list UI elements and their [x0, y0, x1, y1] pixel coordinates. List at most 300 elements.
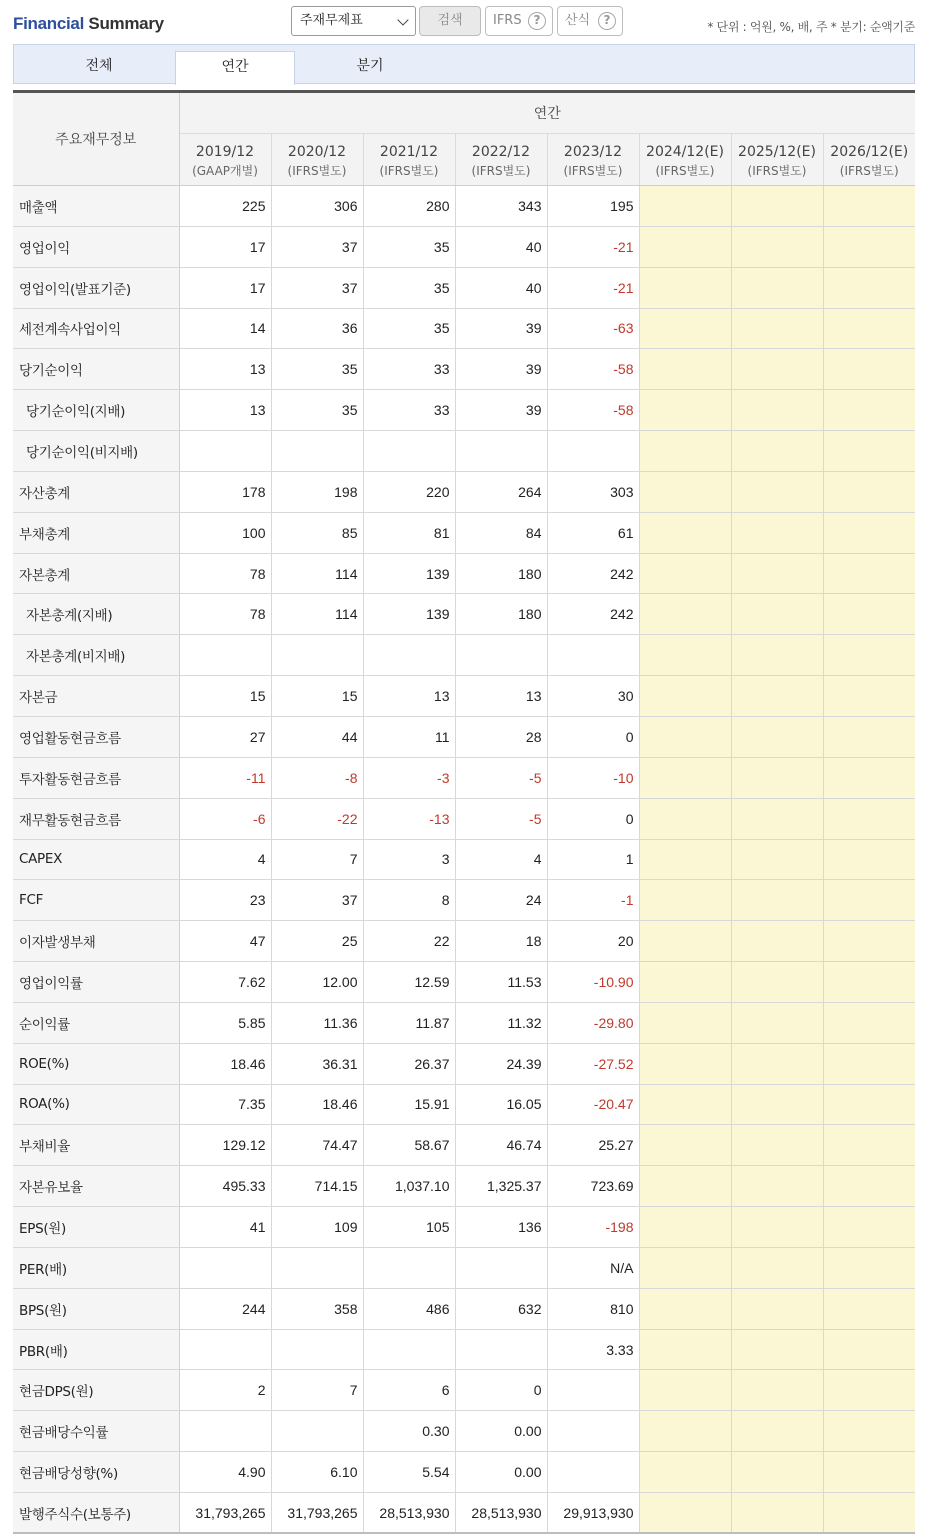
table-row [13, 676, 915, 717]
table-cell: 30 [547, 676, 639, 717]
table-cell [639, 431, 731, 472]
table-cell: 35 [271, 349, 363, 390]
table-cell: 23 [179, 880, 271, 921]
row-label[interactable]: 영업이익률 [13, 962, 179, 1003]
table-cell: 5.85 [179, 1002, 271, 1043]
table-row [13, 1125, 915, 1166]
table-cell: 242 [547, 553, 639, 594]
row-label[interactable]: 이자발생부채 [13, 921, 179, 962]
header [13, 0, 915, 44]
table-cell [639, 1207, 731, 1248]
table-cell [179, 431, 271, 472]
table-cell [639, 716, 731, 757]
table-cell [547, 1411, 639, 1452]
table-cell [639, 880, 731, 921]
table-cell: 13 [363, 676, 455, 717]
table-row [13, 962, 915, 1003]
row-label[interactable]: FCF [13, 880, 179, 921]
table-cell: -13 [363, 798, 455, 839]
table-cell: 0.00 [455, 1411, 547, 1452]
table-cell [639, 921, 731, 962]
table-row [13, 349, 915, 390]
table-cell: 18 [455, 921, 547, 962]
table-cell: 723.69 [547, 1166, 639, 1207]
table-cell [639, 798, 731, 839]
table-cell [271, 635, 363, 676]
table-cell [731, 1452, 823, 1493]
table-cell [639, 1452, 731, 1493]
row-label[interactable]: PBR(배) [13, 1329, 179, 1370]
table-cell: 3 [363, 839, 455, 880]
table-cell: 35 [363, 308, 455, 349]
table-cell: 35 [363, 226, 455, 267]
row-label[interactable]: 현금배당수익률 [13, 1411, 179, 1452]
table-cell [823, 1125, 915, 1166]
table-cell: -20.47 [547, 1084, 639, 1125]
table-cell [731, 1247, 823, 1288]
table-cell [547, 1452, 639, 1493]
table-cell [639, 962, 731, 1003]
row-label[interactable]: ROA(%) [13, 1084, 179, 1125]
table-cell: 264 [455, 471, 547, 512]
table-cell: 303 [547, 471, 639, 512]
table-cell: -5 [455, 757, 547, 798]
formula-help-button[interactable] [557, 6, 623, 36]
table-cell [823, 1084, 915, 1125]
table-cell: 37 [271, 267, 363, 308]
table-cell [823, 676, 915, 717]
table-cell: -6 [179, 798, 271, 839]
table-cell: 47 [179, 921, 271, 962]
table-cell [823, 962, 915, 1003]
table-cell: -27.52 [547, 1043, 639, 1084]
question-icon: ? [598, 12, 616, 30]
table-cell [731, 390, 823, 431]
table-cell: 18.46 [271, 1084, 363, 1125]
table-cell: 1 [547, 839, 639, 880]
row-label[interactable]: 투자활동현금흐름 [13, 757, 179, 798]
table-row [13, 757, 915, 798]
table-cell: 7.62 [179, 962, 271, 1003]
table-cell [639, 1329, 731, 1370]
table-cell [639, 1370, 731, 1411]
table-cell [639, 1247, 731, 1288]
table-cell [639, 267, 731, 308]
formula-label: 산식 [565, 13, 591, 28]
row-label[interactable]: 자산총계 [13, 471, 179, 512]
table-cell: 29,913,930 [547, 1493, 639, 1534]
column-basis: (IFRS별도) [655, 163, 715, 178]
row-label[interactable]: 자본금 [13, 676, 179, 717]
ifrs-label: IFRS [493, 13, 522, 28]
table-cell: -3 [363, 757, 455, 798]
table-row [13, 1452, 915, 1493]
column-year: 2019/12 [195, 143, 255, 160]
table-cell [823, 1288, 915, 1329]
tab-annual[interactable]: 연간 [175, 51, 295, 85]
table-cell [271, 1329, 363, 1370]
column-header-year [271, 134, 363, 186]
table-cell [823, 1002, 915, 1043]
table-cell [823, 390, 915, 431]
table-cell: 78 [179, 553, 271, 594]
table-row [13, 1166, 915, 1207]
table-cell [731, 716, 823, 757]
table-cell: 136 [455, 1207, 547, 1248]
table-cell [823, 1247, 915, 1288]
table-cell [639, 308, 731, 349]
row-label[interactable]: ROE(%) [13, 1043, 179, 1084]
table-cell [639, 1288, 731, 1329]
table-cell: 109 [271, 1207, 363, 1248]
table-cell: 244 [179, 1288, 271, 1329]
table-cell: 6 [363, 1370, 455, 1411]
table-cell: -11 [179, 757, 271, 798]
table-cell: 26.37 [363, 1043, 455, 1084]
table-cell [731, 1166, 823, 1207]
table-row [13, 553, 915, 594]
table-cell [731, 186, 823, 227]
table-cell: 13 [455, 676, 547, 717]
row-label[interactable]: 부채총계 [13, 512, 179, 553]
table-cell: 178 [179, 471, 271, 512]
period-tabs [13, 44, 915, 84]
table-cell: 44 [271, 716, 363, 757]
table-cell: 14 [179, 308, 271, 349]
row-label[interactable]: 영업활동현금흐름 [13, 716, 179, 757]
table-cell: 28,513,930 [363, 1493, 455, 1534]
table-cell: 220 [363, 471, 455, 512]
row-label[interactable]: 자본유보율 [13, 1166, 179, 1207]
table-cell: 36 [271, 308, 363, 349]
table-row [13, 798, 915, 839]
row-label[interactable]: 재무활동현금흐름 [13, 798, 179, 839]
table-cell: 78 [179, 594, 271, 635]
table-cell: 0 [455, 1370, 547, 1411]
search-button[interactable]: 검색 [419, 6, 481, 36]
table-row [13, 186, 915, 227]
table-cell [823, 349, 915, 390]
table-cell: -63 [547, 308, 639, 349]
table-row [13, 1493, 915, 1534]
table-cell [731, 1207, 823, 1248]
table-cell: 4.90 [179, 1452, 271, 1493]
table-cell [823, 308, 915, 349]
table-row [13, 471, 915, 512]
table-cell: 5.54 [363, 1452, 455, 1493]
column-year: 2023/12 [563, 143, 623, 160]
row-label[interactable]: 순이익률 [13, 1002, 179, 1043]
column-year: 2026/12(E) [830, 143, 909, 160]
table-cell: 12.00 [271, 962, 363, 1003]
table-cell: 27 [179, 716, 271, 757]
table-cell: -1 [547, 880, 639, 921]
table-cell [731, 308, 823, 349]
table-cell: 7 [271, 839, 363, 880]
statement-type-select[interactable] [291, 6, 416, 36]
table-cell: 4 [179, 839, 271, 880]
table-row [13, 1329, 915, 1370]
table-cell [639, 594, 731, 635]
row-label[interactable]: BPS(원) [13, 1288, 179, 1329]
financial-summary-table [13, 90, 915, 1534]
table-cell [823, 1493, 915, 1534]
table-cell: 18.46 [179, 1043, 271, 1084]
table-cell: 180 [455, 594, 547, 635]
table-cell [731, 1043, 823, 1084]
table-cell [823, 880, 915, 921]
table-cell [639, 635, 731, 676]
table-cell [639, 757, 731, 798]
column-basis: (IFRS별도) [747, 163, 807, 178]
row-label[interactable]: 세전계속사업이익 [13, 308, 179, 349]
table-cell [731, 757, 823, 798]
table-cell: 13 [179, 390, 271, 431]
table-cell [731, 594, 823, 635]
table-row [13, 1207, 915, 1248]
table-cell [823, 1043, 915, 1084]
table-cell: -10.90 [547, 962, 639, 1003]
column-year: 2022/12 [471, 143, 531, 160]
table-cell: 11 [363, 716, 455, 757]
table-cell: 11.53 [455, 962, 547, 1003]
table-cell [823, 1207, 915, 1248]
row-label[interactable]: 당기순이익(지배) [13, 390, 179, 431]
table-cell [547, 431, 639, 472]
table-cell: 114 [271, 553, 363, 594]
table-cell: 35 [271, 390, 363, 431]
table-cell [823, 471, 915, 512]
table-row [13, 512, 915, 553]
table-row [13, 431, 915, 472]
table-cell: 31,793,265 [271, 1493, 363, 1534]
table-cell: 114 [271, 594, 363, 635]
row-label[interactable]: 발행주식수(보통주) [13, 1493, 179, 1534]
row-label[interactable]: 자본총계(비지배) [13, 635, 179, 676]
table-cell: 33 [363, 349, 455, 390]
table-cell: 24.39 [455, 1043, 547, 1084]
table-cell [179, 1329, 271, 1370]
table-cell: 33 [363, 390, 455, 431]
table-cell: 36.31 [271, 1043, 363, 1084]
question-icon: ? [528, 12, 546, 30]
row-label[interactable]: 현금배당성향(%) [13, 1452, 179, 1493]
table-cell: 8 [363, 880, 455, 921]
row-label[interactable]: 영업이익 [13, 226, 179, 267]
table-cell [639, 1125, 731, 1166]
table-row [13, 921, 915, 962]
table-cell [639, 1411, 731, 1452]
table-cell [823, 1370, 915, 1411]
table-cell [823, 635, 915, 676]
table-cell [639, 1084, 731, 1125]
table-cell: 39 [455, 390, 547, 431]
table-row [13, 1084, 915, 1125]
table-cell [731, 1329, 823, 1370]
table-cell [271, 1411, 363, 1452]
table-cell [731, 921, 823, 962]
table-cell: -8 [271, 757, 363, 798]
table-cell [639, 676, 731, 717]
row-label[interactable]: CAPEX [13, 839, 179, 880]
table-cell: 358 [271, 1288, 363, 1329]
table-cell: -58 [547, 390, 639, 431]
table-cell [731, 471, 823, 512]
table-cell: 3.33 [547, 1329, 639, 1370]
row-label[interactable]: 영업이익(발표기준) [13, 267, 179, 308]
table-cell [547, 1370, 639, 1411]
unit-note: * 단위 : 억원, %, 배, 주 * 분기: 순액기준 [707, 20, 915, 34]
table-cell: 0 [547, 798, 639, 839]
table-cell [823, 1329, 915, 1370]
row-label[interactable]: 자본총계(지배) [13, 594, 179, 635]
table-cell: 11.87 [363, 1002, 455, 1043]
tab-quarter[interactable]: 분기 [356, 58, 384, 74]
table-cell [639, 349, 731, 390]
table-cell [731, 676, 823, 717]
table-cell: 15 [271, 676, 363, 717]
title-financial: Financial [13, 14, 84, 33]
table-cell: 41 [179, 1207, 271, 1248]
tab-all[interactable]: 전체 [85, 58, 113, 74]
table-cell: 280 [363, 186, 455, 227]
table-row [13, 1411, 915, 1452]
table-cell: 0.30 [363, 1411, 455, 1452]
title-summary: Summary [84, 14, 164, 33]
table-cell [731, 1370, 823, 1411]
table-cell [179, 1411, 271, 1452]
table-cell [823, 839, 915, 880]
table-cell [455, 1247, 547, 1288]
table-cell: 129.12 [179, 1125, 271, 1166]
table-cell [639, 471, 731, 512]
table-cell: 35 [363, 267, 455, 308]
row-label[interactable]: 부채비율 [13, 1125, 179, 1166]
table-cell: -58 [547, 349, 639, 390]
table-cell [455, 1329, 547, 1370]
table-cell: 46.74 [455, 1125, 547, 1166]
table-row [13, 880, 915, 921]
table-cell: -198 [547, 1207, 639, 1248]
table-cell: 74.47 [271, 1125, 363, 1166]
select-value: 주재무제표 [300, 13, 363, 28]
row-label[interactable]: EPS(원) [13, 1207, 179, 1248]
table-cell [823, 798, 915, 839]
table-cell: 495.33 [179, 1166, 271, 1207]
table-cell: 100 [179, 512, 271, 553]
column-basis: (IFRS별도) [839, 163, 899, 178]
column-basis: (IFRS별도) [379, 163, 439, 178]
row-label[interactable]: 현금DPS(원) [13, 1370, 179, 1411]
table-cell: 39 [455, 308, 547, 349]
table-cell: 11.36 [271, 1002, 363, 1043]
table-row [13, 594, 915, 635]
table-cell: 61 [547, 512, 639, 553]
table-cell [639, 1002, 731, 1043]
table-cell [823, 512, 915, 553]
table-cell: 28,513,930 [455, 1493, 547, 1534]
table-cell [731, 1411, 823, 1452]
table-cell [639, 186, 731, 227]
ifrs-help-button[interactable] [485, 6, 553, 36]
row-label[interactable]: 매출액 [13, 186, 179, 227]
column-year: 2020/12 [287, 143, 347, 160]
table-cell [731, 635, 823, 676]
table-cell [731, 431, 823, 472]
table-cell: 13 [179, 349, 271, 390]
table-cell [363, 431, 455, 472]
table-row [13, 1247, 915, 1288]
table-cell: 139 [363, 594, 455, 635]
table-cell: -29.80 [547, 1002, 639, 1043]
table-cell: 195 [547, 186, 639, 227]
table-row [13, 635, 915, 676]
chevron-down-icon [397, 14, 408, 25]
table-cell [639, 390, 731, 431]
table-cell: N/A [547, 1247, 639, 1288]
group-header-annual: 연간 [179, 92, 915, 134]
table-cell [363, 635, 455, 676]
row-label[interactable]: 당기순이익 [13, 349, 179, 390]
table-row [13, 839, 915, 880]
table-cell [731, 962, 823, 1003]
table-cell [639, 839, 731, 880]
table-cell [823, 431, 915, 472]
table-cell: 343 [455, 186, 547, 227]
column-basis: (IFRS별도) [471, 163, 531, 178]
table-cell: 7 [271, 1370, 363, 1411]
table-cell: 714.15 [271, 1166, 363, 1207]
table-cell: 180 [455, 553, 547, 594]
table-cell [363, 1329, 455, 1370]
row-header: 주요재무정보 [13, 92, 179, 186]
table-cell [731, 1002, 823, 1043]
table-cell: 242 [547, 594, 639, 635]
table-cell: 4 [455, 839, 547, 880]
row-label[interactable]: 당기순이익(비지배) [13, 431, 179, 472]
table-cell: 40 [455, 226, 547, 267]
row-label[interactable]: 자본총계 [13, 553, 179, 594]
table-cell: 31,793,265 [179, 1493, 271, 1534]
table-cell: 15.91 [363, 1084, 455, 1125]
column-basis: (IFRS별도) [563, 163, 623, 178]
table-cell [639, 512, 731, 553]
table-cell: 632 [455, 1288, 547, 1329]
table-row [13, 1043, 915, 1084]
table-cell: 24 [455, 880, 547, 921]
table-cell [731, 1125, 823, 1166]
table-cell: 486 [363, 1288, 455, 1329]
table-cell [731, 880, 823, 921]
table-cell: -5 [455, 798, 547, 839]
table-cell: 1,325.37 [455, 1166, 547, 1207]
table-cell [823, 921, 915, 962]
table-cell [639, 1493, 731, 1534]
table-cell: 11.32 [455, 1002, 547, 1043]
table-row [13, 226, 915, 267]
table-cell: 198 [271, 471, 363, 512]
table-cell: 17 [179, 267, 271, 308]
table-cell [731, 1493, 823, 1534]
table-cell: 12.59 [363, 962, 455, 1003]
table-cell: -10 [547, 757, 639, 798]
column-header-year [731, 134, 823, 186]
table-cell [731, 349, 823, 390]
row-label[interactable]: PER(배) [13, 1247, 179, 1288]
table-cell [823, 553, 915, 594]
table-cell: 810 [547, 1288, 639, 1329]
table-cell: -21 [547, 267, 639, 308]
